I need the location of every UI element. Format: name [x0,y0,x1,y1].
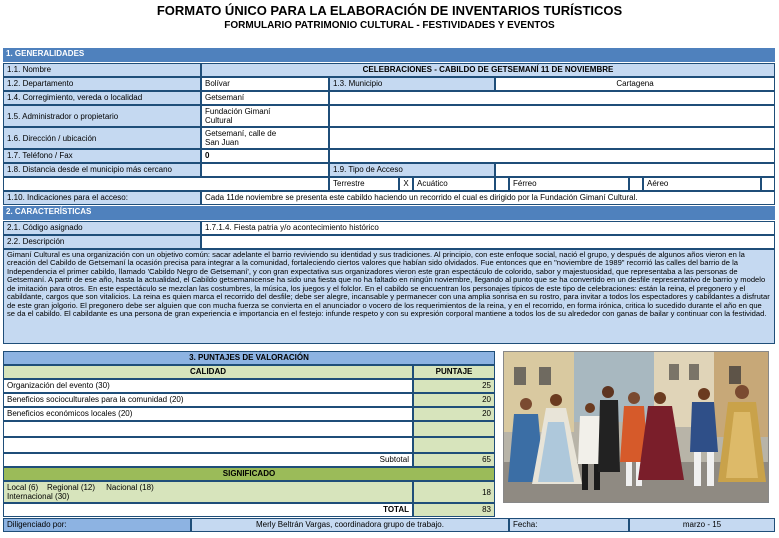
administrador-label: 1.5. Administrador o propietario [3,105,201,127]
indicaciones-label: 1.10. Indicaciones para el acceso: [3,191,201,205]
direccion-blank [329,127,775,149]
telefono-blank [329,149,775,163]
criterio-score: 20 [413,407,495,421]
telefono-label: 1.7. Teléfono / Fax [3,149,201,163]
criterio-score: 25 [413,379,495,393]
significado-line2: Internacional (30) [7,492,70,501]
section-caracteristicas: 2. CARACTERÍSTICAS [3,206,775,220]
significado-line1: Local (6) Regional (12) Nacional (18) [7,483,154,492]
significado-options [3,481,413,503]
fecha-label: Fecha: [509,518,629,532]
direccion-line1: Getsemaní, calle de [205,129,277,138]
diligenciado-value: Merly Beltrán Vargas, coordinadora grupo de trabajo. [191,518,509,532]
nombre-label: 1.1. Nombre [3,63,201,77]
departamento-label: 1.2. Departamento [3,77,201,91]
direccion-label: 1.6. Dirección / ubicación [3,127,201,149]
descripcion-text: Gimaní Cultural es una organización con un objetivo común: sacar adelante el barrio reviviendo su identidad y sus tradiciones. Al principio, con este enfoque social, nació el grupo, y después de algunos años vieron en la creación del Cabildo de Getsemaní la ocasión precisa para integrar a la comunidad, fortaleciendo ciertos valores que habían sido olvidados. Fue entonces que en "noviembre de 1989" recorrió las calles del barrio de la Independencia el primer cabildo, llamado 'Cabildo Negro de Getsemaní', y con gran expectativa sus organizadores vieron este gran espectáculo de colorido, sabor y majestuosidad, que representaba a las personas de Getsemaní. A partir de ese año, hasta la actualidad, el Cabildo getsemanicense ha sido una fiesta que no ha faltado en ningún noviembre, llegando al punto que se ha convertido en un desfile representativo de barrio y modelo de imitación para otros. En este espectáculo se mezclan las costumbres, la música, los juegos y el folclor. En el cabildo se encuentran los personajes típicos de este tipo de celebraciones: están la reina, el pregonero y el cabildante, cargos que son vitalicios. La reina es quien marca el recorrido del desfile; debe ser alegre, incansable y permanecer con una amplia sonrisa en su rostro, para invitar a todos los espectadores y cabildantes a disfrutar de este gran jolgorio. El pregonero debe ser alguien que con mucha fuerza se convierta en el anunciador o vocero de los requerimientos de la reina, y en el recorrido, en forma irónica, critica lo sucedido durante el año en que se da el cabildo. El cabildante es una persona de gran experiencia e importancia en el festejo: infunde respeto y con su expresión corporal mantiene a todos los de su alrededor con ganas de bailar y continuar con la festividad. [3,249,775,344]
criterio-label: Organización del evento (30) [3,379,413,393]
indicaciones-value: Cada 11de noviembre se presenta este cabildo haciendo un recorrido el cual es dirigido por la Fundación Gimaní Cultural. [201,191,775,205]
corregimiento-value: Getsemaní [201,91,329,105]
acceso-acuatico-label: Acuático [413,177,495,191]
acceso-blank [3,177,329,191]
administrador-value [201,105,329,127]
codigo-label: 2.1. Código asignado [3,221,201,235]
section-generalidades: 1. GENERALIDADES [3,48,775,62]
telefono-value: 0 [201,149,329,163]
municipio-value: Cartagena [495,77,775,91]
calidad-header: CALIDAD [3,365,413,379]
codigo-value: 1.7.1.4. Fiesta patria y/o acontecimiento histórico [201,221,775,235]
total-label: TOTAL [3,503,413,517]
significado-header: SIGNIFICADO [3,467,495,481]
corregimiento-label: 1.4. Corregimiento, vereda o localidad [3,91,201,105]
criterio-score-blank [413,421,495,437]
acceso-ferreo-label: Férreo [509,177,629,191]
descripcion-blank [201,235,775,249]
corregimiento-blank [329,91,775,105]
form-subtitle: FORMULARIO PATRIMONIO CULTURAL - FESTIVIDADES Y EVENTOS [224,20,555,31]
distancia-label: 1.8. Distancia desde el municipio más cercano [3,163,201,177]
acceso-terrestre-label: Terrestre [329,177,399,191]
puntaje-header: PUNTAJE [413,365,495,379]
municipio-label: 1.3. Municipio [329,77,495,91]
subtotal-value: 65 [413,453,495,467]
descripcion-label: 2.2. Descripción [3,235,201,249]
acceso-ferreo-checkbox[interactable] [629,177,643,191]
subtotal-label: Subtotal [3,453,413,467]
nombre-value: CELEBRACIONES - CABILDO DE GETSEMANÍ 11 DE NOVIEMBRE [201,63,775,77]
direccion-line2: San Juan [205,138,239,147]
criterio-score-blank [413,437,495,453]
acceso-aereo-checkbox[interactable] [761,177,775,191]
form-title: FORMATO ÚNICO PARA LA ELABORACIÓN DE INVENTARIOS TURÍSTICOS [156,3,623,18]
acceso-aereo-label: Aéreo [643,177,761,191]
fecha-value: marzo - 15 [629,518,775,532]
distancia-value [201,163,329,177]
administrador-blank [329,105,775,127]
diligenciado-label: Diligenciado por: [3,518,191,532]
section-puntajes: 3. PUNTAJES DE VALORACIÓN [3,351,495,365]
administrador-line2: Cultural [205,116,233,125]
criterio-blank [3,421,413,437]
acceso-acuatico-checkbox[interactable] [495,177,509,191]
tipo-acceso-label: 1.9. Tipo de Acceso [329,163,495,177]
total-value: 83 [413,503,495,517]
criterio-label: Beneficios socioculturales para la comunidad (20) [3,393,413,407]
criterio-blank [3,437,413,453]
criterio-label: Beneficios económicos locales (20) [3,407,413,421]
acceso-terrestre-checkbox[interactable]: X [399,177,413,191]
administrador-line1: Fundación Gimaní [205,107,271,116]
event-photo [503,351,769,503]
direccion-value [201,127,329,149]
significado-value: 18 [413,481,495,503]
tipo-acceso-blank [495,163,775,177]
departamento-value: Bolívar [201,77,329,91]
criterio-score: 20 [413,393,495,407]
